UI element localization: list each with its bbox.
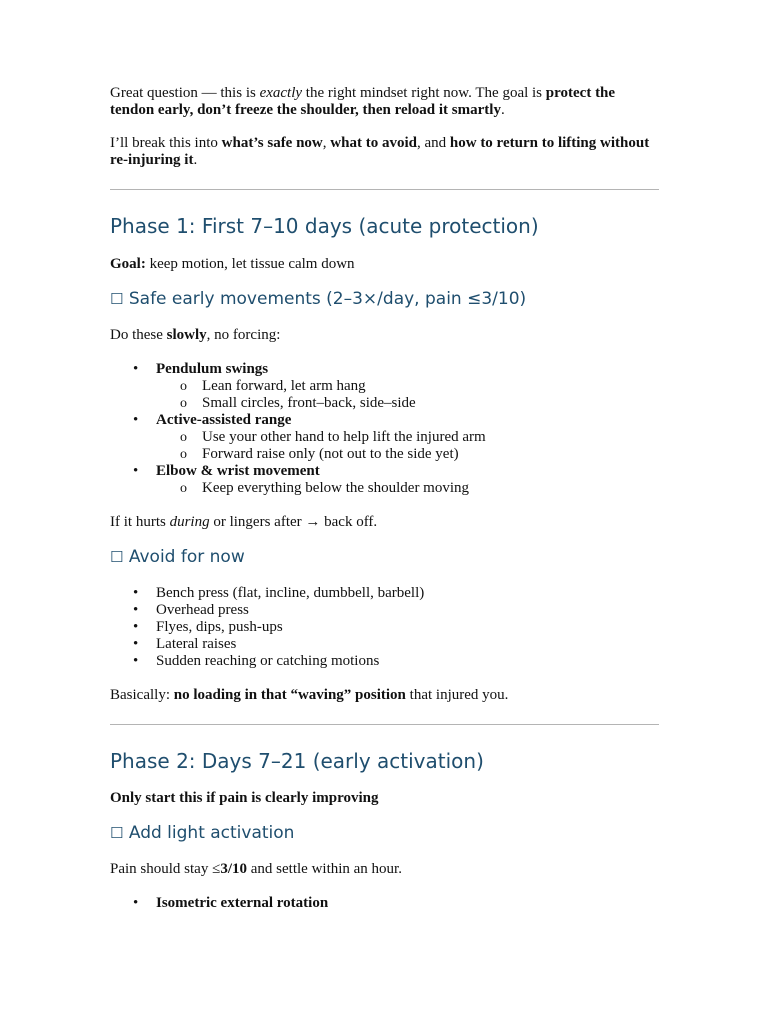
activation-heading: ☐ Add light activation: [110, 823, 295, 843]
list-item: • Isometric external rotation: [156, 895, 659, 912]
activation-note: Pain should stay ≤3/10 and settle within an hour.: [110, 861, 402, 877]
list-item: • Flyes, dips, push-ups: [156, 619, 659, 636]
phase1-heading: Phase 1: First 7–10 days (acute protection): [110, 214, 539, 238]
avoid-note: Basically: no loading in that “waving” position that injured you.: [110, 687, 509, 703]
phase1-goal: Goal: keep motion, let tissue calm down: [110, 256, 355, 272]
list-item: • Sudden reaching or catching motions: [156, 653, 659, 670]
sub-list-item: o Lean forward, let arm hang: [202, 378, 659, 395]
intro-paragraph-2: I’ll break this into what’s safe now, what to avoid, and how to return to lifting without re-injuring it.: [110, 135, 650, 168]
phase2-condition: Only start this if pain is clearly improving: [110, 790, 379, 806]
list-item: • Active-assisted range o Use your other hand to help lift the injured arm o Forward raise only (not out to the side yet): [156, 412, 659, 463]
safe-movements-heading: ☐ Safe early movements (2–3×/day, pain ≤3/10): [110, 289, 527, 309]
document-body: [110, 85, 659, 912]
avoid-list: [110, 585, 659, 670]
sub-list-item: o Forward raise only (not out to the side yet): [202, 446, 659, 463]
list-item: • Bench press (flat, incline, dumbbell, barbell): [156, 585, 659, 602]
safe-movements-list: [110, 361, 659, 497]
list-item: • Elbow & wrist movement o Keep everything below the shoulder moving: [156, 463, 659, 497]
sub-list: [156, 378, 659, 412]
list-item: • Lateral raises: [156, 636, 659, 653]
sub-list-item: o Keep everything below the shoulder moving: [202, 480, 659, 497]
intro-paragraph-1: Great question — this is exactly the right mindset right now. The goal is protect the tendon early, don’t freeze the shoulder, then reload it smartly.: [110, 85, 616, 118]
section-divider-1: [110, 189, 659, 190]
sub-list: [156, 429, 659, 463]
phase2-heading: Phase 2: Days 7–21 (early activation): [110, 749, 484, 773]
list-item: • Overhead press: [156, 602, 659, 619]
checkbox-icon: ☐: [110, 824, 124, 842]
activation-list: [110, 895, 659, 912]
safe-movements-note: If it hurts during or lingers after → back off.: [110, 514, 378, 530]
avoid-heading: ☐ Avoid for now: [110, 547, 245, 567]
checkbox-icon: ☐: [110, 548, 124, 566]
sub-list-item: o Small circles, front–back, side–side: [202, 395, 659, 412]
section-divider-2: [110, 724, 659, 725]
sub-list: [156, 480, 659, 497]
sub-list-item: o Use your other hand to help lift the injured arm: [202, 429, 659, 446]
list-item: • Pendulum swings o Lean forward, let arm hang o Small circles, front–back, side–side: [156, 361, 659, 412]
safe-movements-intro: Do these slowly, no forcing:: [110, 327, 281, 343]
checkbox-icon: ☐: [110, 290, 124, 308]
